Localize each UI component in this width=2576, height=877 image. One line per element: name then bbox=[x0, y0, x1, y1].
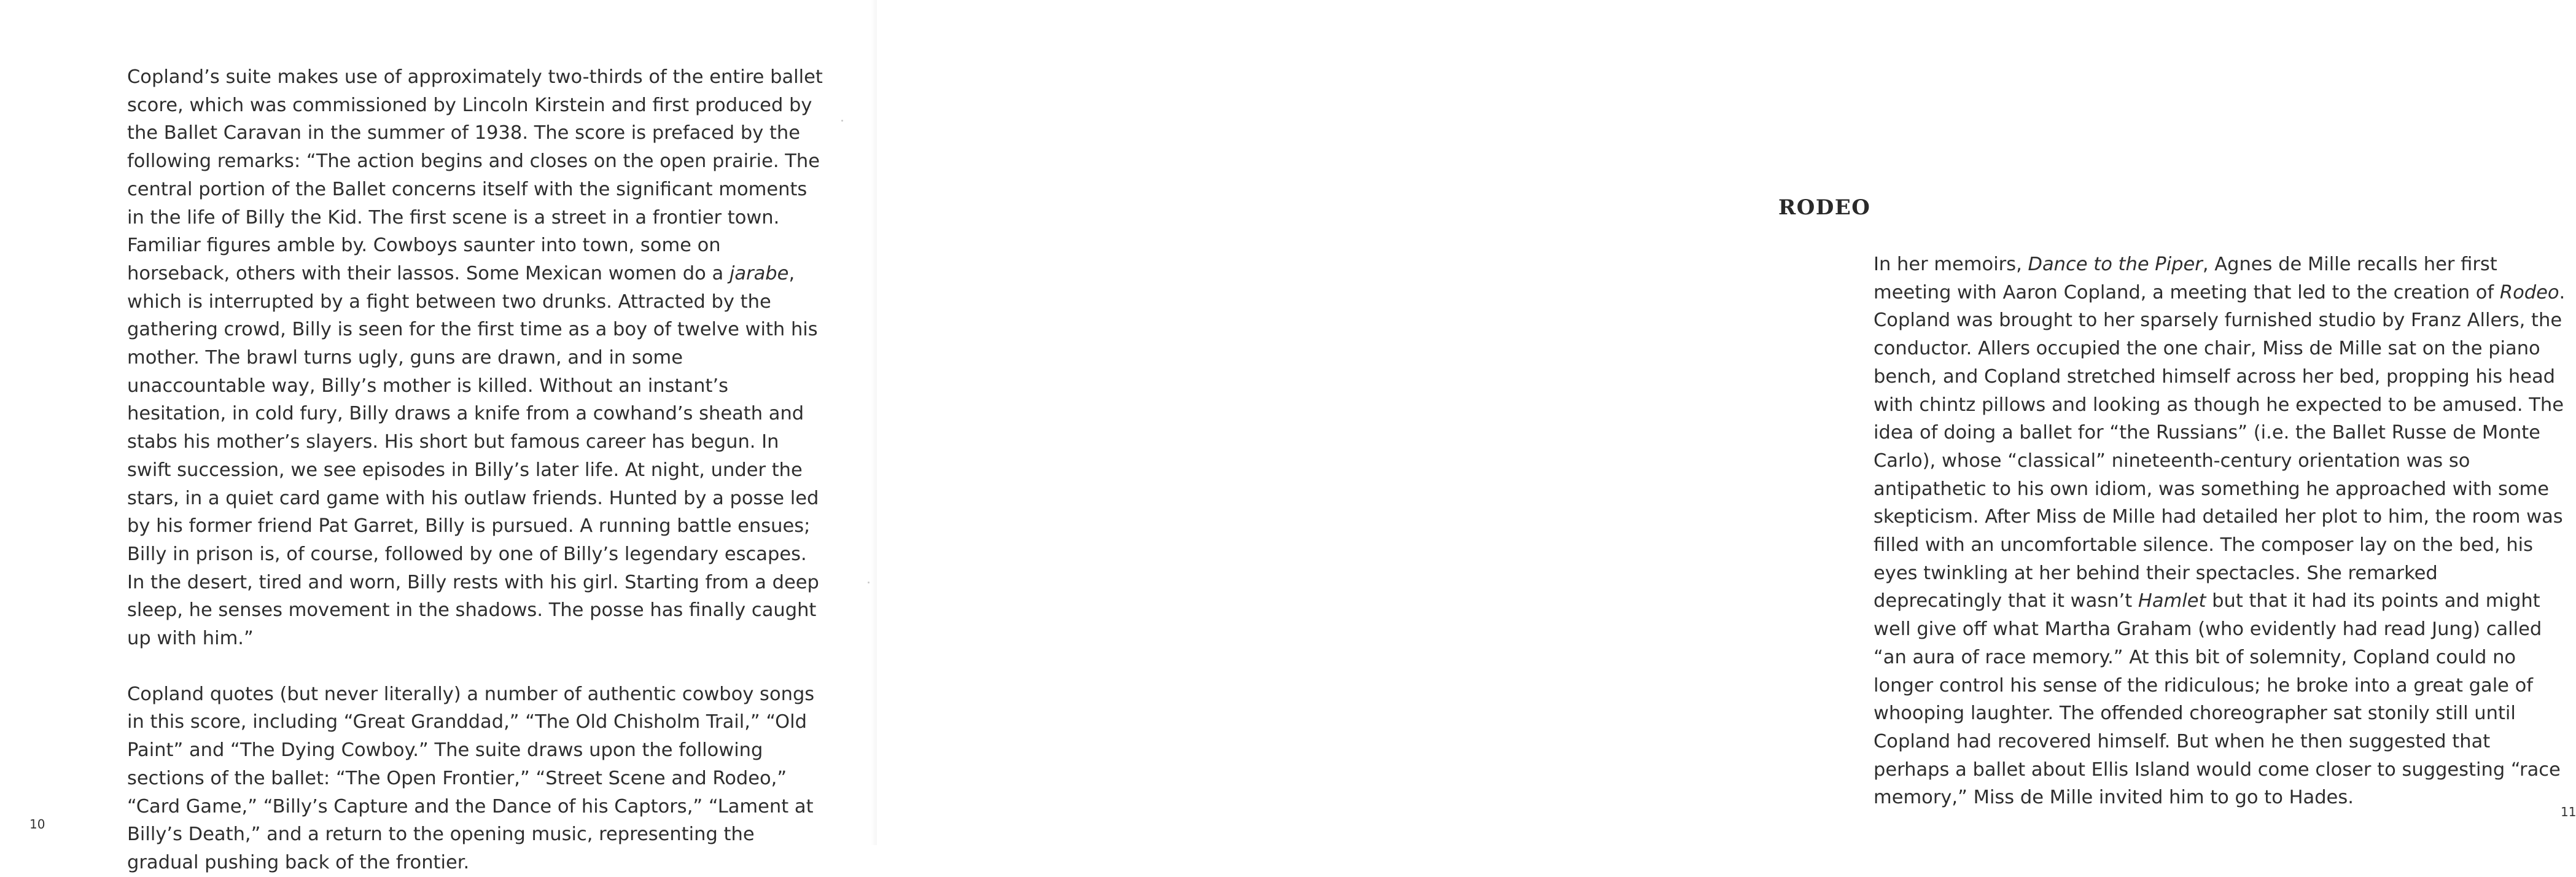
right-paragraph-part-2: , Agnes de Mille recalls her first meeting with Aaron Copland, a meeting that led to the creation of bbox=[1874, 254, 2500, 303]
right-text-column bbox=[1874, 251, 2567, 812]
right-paragraph-part-3: . Copland was brought to her sparsely furnished studio by Franz Allers, the conductor. Allers occupied the one chair, Miss de Mille sat on the piano bench, and Copland stretched himself across her bed, propping his head with chintz pillows and looking as though he expected to be amused. The idea of doing a ballet for “the Russians” (i.e. the Ballet Russe de Monte Carlo), whose “classical” nineteenth-century orientation was so antipathetic to his own idiom, was something he approached with some skepticism. After Miss de Mille had detailed her plot to him, the room was filled with an uncomfortable silence. The composer lay on the bed, his eyes twinkling at her behind their spectacles. She remarked deprecatingly that it wasn’t bbox=[1874, 281, 2566, 612]
left-page bbox=[0, 0, 877, 873]
right-paragraph-italic-book-title: Dance to the Piper bbox=[2028, 254, 2203, 275]
right-paragraph-part-1: In her memoirs, bbox=[1874, 254, 2028, 275]
paper-speck bbox=[868, 582, 870, 583]
left-paragraph-1 bbox=[127, 63, 827, 653]
paper-speck bbox=[841, 120, 843, 122]
right-page bbox=[877, 0, 2576, 845]
right-paragraph-italic-hamlet: Hamlet bbox=[2138, 590, 2206, 612]
right-paragraph-italic-rodeo: Rodeo bbox=[2499, 281, 2559, 303]
right-paragraph-part-4: but that it had its points and might well give off what Martha Graham (who evidently had read Jung) called “an aura of race memory.” At this bit of solemnity, Copland could no longer control his sense of the ridiculous; he broke into a great gale of whooping laughter. The offended choreographer sat stonily still until Copland had recovered himself. But when he then suggested that perhaps a ballet about Ellis Island would come closer to suggesting “race memory,” Miss de Mille invited him to go to Hades. bbox=[1874, 590, 2561, 809]
left-paragraph-2: Copland quotes (but never literally) a number of authentic cowboy songs in this score, including “Great Granddad,” “The Old Chisholm Trail,” “Old Paint” and “The Dying Cowboy.” The suite draws upon the following sections of the ballet: “The Open Frontier,” “Street Scene and Rodeo,” “Card Game,” “Billy’s Capture and the Dance of his Captors,” “Lament at Billy’s Death,” and a return to the opening music, representing the gradual pushing back of the frontier. bbox=[127, 683, 815, 873]
left-paragraph-1-part-1: Copland’s suite makes use of approximately two-thirds of the entire ballet score, which was commissioned by Lincoln Kirstein and first produced by the Ballet Caravan in the summer of 1938. The score is prefaced by the following remarks: “The action begins and closes on the open prairie. The central portion of the Ballet concerns itself with the significant moments in the life of Billy the Kid. The first scene is a street in a frontier town. Familiar figures amble by. Cowboys saunter into town, some on horseback, others with their lassos. Some Mexican women do a bbox=[127, 66, 823, 284]
left-paragraph-1-part-2: , which is interrupted by a fight between two drunks. Attracted by the gathering crowd, Billy is seen for the first time as a boy of twelve with his mother. The brawl turns ugly, guns are drawn, and in some unaccountable way, Billy’s mother is killed. Without an instant’s hesitation, in cold fury, Billy draws a knife from a cowhand’s sheath and stabs his mother’s slayers. His short but famous career has begun. In swift succession, we see episodes in Billy’s later life. At night, under the stars, in a quiet card game with his outlaw friends. Hunted by a posse led by his former friend Pat Garret, Billy is pursued. A running battle ensues; Billy in prison is, of course, followed by one of Billy’s legendary escapes. In the desert, tired and worn, Billy rests with his girl. Starting from a deep sleep, he senses movement in the shadows. The posse has finally caught up with him.” bbox=[127, 262, 819, 650]
page-number-left: 10 bbox=[29, 817, 45, 832]
right-paragraph bbox=[1874, 251, 2567, 812]
left-paragraph-1-italic-jarabe: jarabe bbox=[729, 262, 789, 284]
section-heading: RODEO bbox=[1778, 195, 1871, 220]
page-number-right: 11 bbox=[2561, 805, 2576, 819]
left-text-column bbox=[127, 63, 827, 877]
